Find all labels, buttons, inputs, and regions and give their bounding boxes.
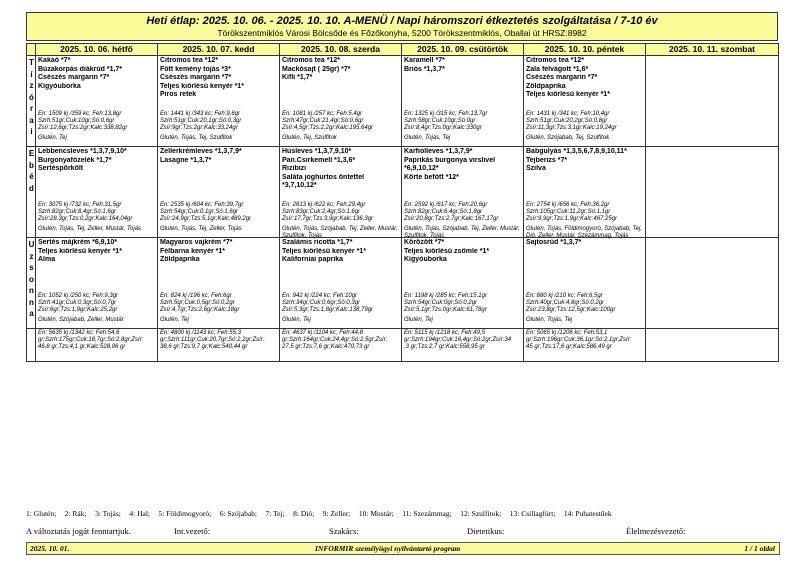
menu-cell <box>524 56 646 147</box>
nutrition-line: Zsír:6gr;Tzs:1,9gr;Kalc:25,2gr <box>38 307 118 314</box>
menu-header <box>26 12 778 41</box>
nutrition-line: Zsír:9gr;Tzs:2gr;Kalc:33,24gr <box>160 125 238 132</box>
nutrition-line: Zsír:17,7gr;Tzs:3,9gr;Kalc:136,3gr <box>282 216 374 223</box>
total-line: 27,5 gr;Tzs:7,6 gr;Kalc:470,73 gr <box>282 344 370 351</box>
meal-row <box>27 147 779 238</box>
dish-item: Teljes kiőrlésű kenyér *1* <box>526 91 610 98</box>
allergen-legend-item: 3: Tojás; <box>95 509 121 518</box>
dish-list <box>158 147 279 165</box>
allergen-legend-item: 2: Rák; <box>64 509 87 518</box>
saturday-cell <box>646 238 779 329</box>
dish-item: Karamell *7* <box>404 57 445 64</box>
nutrition-line: Szrh:54gr;Cuk:0gr;Só:0,2gr <box>404 300 478 307</box>
dish-item: Kaliforniai paprika <box>282 256 344 263</box>
dietitian-signature: Dietetikus: <box>467 526 505 536</box>
dish-item: Tejberizs *7* <box>526 156 568 164</box>
meal-label-letter: r <box>29 104 34 113</box>
day-header: 2025. 10. 08. szerda <box>280 44 402 56</box>
daily-total <box>524 329 645 352</box>
nutrition-line: Szrh:58gr;Cuk:10gr;Só:0gr <box>404 118 476 125</box>
saturday-cell <box>646 56 779 147</box>
dish-list <box>36 238 157 265</box>
dish-list <box>280 238 401 265</box>
total-line: En: 4800 kj /1143 kc; Feh:55,3 <box>160 330 241 336</box>
allergen-list: Glutén, Tojás, Tej <box>404 135 451 141</box>
nutrition-line: Szrh:54gr;Cuk:0,1gr;Só:1,6gr <box>160 209 239 216</box>
allergen-list: Glutén, Tej <box>282 317 311 323</box>
nutrition-line: Zsír:12,6gr;Tzs:2gr;Kalc:338,82gr <box>38 125 128 132</box>
dish-item: Citromos tea *12* <box>160 57 218 64</box>
nutrition-line: En: 2592 kj /617 kc; Feh:20,6gr <box>404 202 488 208</box>
menu-cell <box>402 238 524 329</box>
menu-cell <box>280 238 402 329</box>
meal-label-letter: n <box>29 297 34 307</box>
nutrition-line: Zsír:5,3gr;Tzs:1,8gr;Kalc:138,79gr <box>282 307 374 314</box>
nutrition-line: Szrh:34gr;Cuk:0,6gr;Só:0,3gr <box>282 300 361 307</box>
nutrition-line: En: 1052 kj /250 kc; Feh:9,3gr <box>38 293 119 299</box>
dish-item: Körte befőtt *12* <box>404 173 459 181</box>
leader-signature: Int.vezető: <box>174 526 211 536</box>
dish-item: Saláta joghurtos öntettel <box>282 173 365 181</box>
dish-item: Zöldpaprika <box>526 82 566 90</box>
allergen-legend-item: 5: Földimogyoró; <box>158 509 212 518</box>
allergen-list: Glutén, Tojás, Tej <box>526 317 573 323</box>
daily-total-cell <box>158 329 280 362</box>
menu-cell <box>36 147 158 238</box>
nutrition-line: Szrh:40gr;Cuk:4,8gr;Só:0,2gr <box>526 300 605 307</box>
nutrition-line: Szrh:82gr;Cuk:6,4gr;Só:1,8gr <box>404 209 483 216</box>
allergen-legend-item: 6: Szójabab; <box>219 509 258 518</box>
dish-item: Húsleves *1,3,7,9,10* <box>282 148 352 155</box>
total-line: 46,8 gr;Tzs:4,1 gr;Kalc:528,06 gr <box>38 344 126 351</box>
nutrition-info <box>282 111 400 133</box>
dish-item: Kígyóuborka <box>404 256 447 263</box>
dish-list <box>402 238 523 265</box>
allergen-legend-item: 8: Dió; <box>293 509 315 518</box>
total-line: En: 5115 kj /1218 kc; Feh:49,5 <box>404 330 485 336</box>
dish-item: Főtt kemény tojás *3* <box>160 65 231 73</box>
page-footer <box>26 542 780 555</box>
menu-subtitle: Törökszentmiklós Városi Bölcsőde és Főzőkonyha, 5200 Törökszentmiklós, Oballai út HRSZ:8982 <box>217 28 587 38</box>
meal-label-letter: o <box>29 274 34 284</box>
total-line: ,3 gr;Tzs:2,7 gr;Kalc:558,95 gr <box>404 344 485 351</box>
dish-item: Kígyóuborka <box>38 82 81 90</box>
dish-item: Lebbencsleves *1,3,7,9,10* <box>38 148 127 155</box>
nutrition-line: En: 1325 kj /315 kc; Feh:13,7gr <box>404 111 488 117</box>
dish-list <box>402 147 523 182</box>
allergen-list: Glutén, Tej <box>404 317 433 323</box>
nutrition-info <box>526 293 644 315</box>
nutrition-line: Szrh:105gr;Cuk:11,2gr;Só:1,1gr <box>526 209 611 216</box>
nutrition-line: Szrh:51gr;Cuk:20,2gr;Só:0,8gr <box>526 118 608 125</box>
nutrition-line: Zsír:4,7gr;Tzs:2,6gr;Kalc:18gr <box>160 307 240 314</box>
nutrition-line: Szrh:82gr;Cuk:8,4gr;Só:1,6gr <box>38 209 117 216</box>
dish-item: Teljes kiőrlésű kenyér *1* <box>282 247 366 255</box>
dish-item: Teljes kiőrlésű zsömle *1* <box>404 247 490 255</box>
daily-total-cell <box>36 329 158 362</box>
day-header-row <box>27 44 779 56</box>
dish-item: *3,7,10,12* <box>282 182 317 189</box>
total-line: gr;Szrh:194gr;Cuk:16,4gr;Só:2gr;Zsír:34 <box>404 337 512 344</box>
footer-program: INFORMIR személyügyi nyilvántartó program <box>315 544 461 553</box>
daily-total-cell <box>524 329 646 362</box>
daily-total <box>36 329 157 352</box>
allergen-legend-item: 13: Csillagfürt; <box>509 509 556 518</box>
allergen-legend-item: 4: Hal; <box>129 509 151 518</box>
nutrition-line: En: 1081 kj /257 kc; Feh:5,4gr <box>282 111 363 117</box>
dish-item: Körözött *7* <box>404 239 445 246</box>
dish-item: Teljes kiőrlésű kenyér *1* <box>38 247 122 255</box>
meal-label-letter: z <box>29 251 34 261</box>
nutrition-info <box>38 111 156 133</box>
saturday-total-cell <box>646 329 779 362</box>
total-line: gr;Szrh:164gr;Cuk:24,4gr;Só:2,5gr;Zsír: <box>282 337 388 344</box>
meal-label-letter: d <box>29 183 34 193</box>
nutrition-line: Zsír:5,1gr;Tzs:0gr;Kalc:61,78gr <box>404 307 487 314</box>
allergen-list: Glutén, Tojás, Szójabab, Tej, Zeller, Mustár, Szulfitok, Tojás <box>404 226 520 240</box>
dish-item: Búzakorpás diákrúd *1,7* <box>38 65 123 73</box>
allergen-legend-item: 7: Tej; <box>265 509 285 518</box>
dish-item: Sajtosrúd *1,3,7* <box>526 239 582 246</box>
nutrition-line: En: 2535 kj /604 kc; Feh:39,7gr <box>160 202 244 208</box>
nutrition-line: Zsír:23,8gr;Tzs:12,5gr;Kalc:100gr <box>526 307 616 314</box>
meal-label-letter: a <box>29 309 34 318</box>
dish-item: Zala felvágott *1,6* <box>526 65 589 73</box>
dish-list <box>524 56 645 100</box>
total-line: En: 5635 kj /1342 kc; Feh:54,6 <box>38 330 120 336</box>
allergen-list: Glutén, Tojás, Tej, Szulfitok <box>160 135 233 141</box>
meal-label-letter: ó <box>29 92 34 102</box>
dish-item: Burgonyafőzelék *1,7* <box>38 156 112 164</box>
dish-item: Csészés margarin *7* <box>526 74 598 81</box>
nutrition-line: En: 3075 kj /732 kc; Feh:31,5gr <box>38 202 122 208</box>
nutrition-info <box>160 293 278 315</box>
dish-item: Citromos tea *12* <box>526 57 584 64</box>
dish-list <box>36 56 157 91</box>
nutrition-line: Szrh:51gr;Cuk:20,1gr;Só:0,3gr <box>160 118 242 125</box>
dish-item: Zellerkrémleves *1,3,7,9* <box>160 148 242 155</box>
nutrition-line: Szrh:47gr;Cuk:21,4gr;Só:0,6gr <box>282 118 364 125</box>
meal-label-letter: b <box>29 160 34 170</box>
daily-total-cell <box>402 329 524 362</box>
dish-item: Pan.Csirkemell *1,3,6* <box>282 156 356 164</box>
menu-cell <box>280 56 402 147</box>
menu-cell <box>280 147 402 238</box>
dish-item: Rizibizi <box>282 165 307 172</box>
nutrition-line: Zsír:11,3gr;Tzs:3,1gr;Kalc:19,24gr <box>526 125 617 132</box>
dish-list <box>158 56 279 100</box>
total-label <box>27 329 36 362</box>
dish-item: *6,9,10,12* <box>404 165 439 172</box>
meal-label-letter: a <box>29 115 34 125</box>
menu-cell <box>524 147 646 238</box>
meal-row <box>27 238 779 329</box>
allergen-legend-item: 14: Puhatestűek <box>563 509 612 518</box>
daily-total-cell <box>280 329 402 362</box>
nutrition-line: Zsír:28,3gr;Tzs:0,2gr;Kalc:164,04gr <box>38 216 133 223</box>
allergen-list: Glutén, Tej, Szulfitok <box>282 135 337 141</box>
dish-item: Zöldpaprika <box>160 256 200 263</box>
meal-label-letter: i <box>30 127 33 136</box>
allergen-legend-item: 10: Mustár; <box>358 509 394 518</box>
footer-page: 1 / 1 oldal <box>744 544 775 553</box>
nutrition-info <box>526 111 644 133</box>
dish-list <box>280 147 401 191</box>
nutrition-line: En: 942 kj /224 kc; Feh:10gr <box>282 293 358 299</box>
menu-cell <box>158 56 280 147</box>
menu-cell <box>158 238 280 329</box>
total-line: 45 gr;Tzs:17,6 gr;Kalc:586,49 gr <box>526 344 612 351</box>
allergen-list: Glutén, Tej <box>38 135 67 141</box>
allergen-list: Glutén, Szójabab, Zeller, Mustár <box>38 317 124 323</box>
menu-table <box>26 43 779 362</box>
day-header: 2025. 10. 06. hétfő <box>36 44 158 56</box>
dish-list <box>280 56 401 83</box>
nutrition-line: Zsír:8,4gr;Tzs:0gr;Kalc:330gr <box>404 125 482 132</box>
nutrition-info <box>282 293 400 315</box>
total-line: En: 5065 kj /1206 kc; Feh:53,1 <box>526 330 608 336</box>
allergen-list: Glutén, Tej <box>160 317 189 323</box>
menu-cell <box>36 56 158 147</box>
nutrition-line: Szrh:5gr;Cuk:0,5gr;Só:0,2gr <box>160 300 235 307</box>
allergen-legend-item: 12: Szulfitok; <box>460 509 502 518</box>
dish-item: Csészés margarin *7* <box>160 74 232 81</box>
change-note: A változtatás jogát fenntartjuk. <box>26 526 131 536</box>
meal-label-letter: é <box>29 172 34 181</box>
dish-item: Szilva <box>526 165 546 172</box>
menu-title: Heti étlap: 2025. 10. 06. - 2025. 10. 10. A-MENÜ / Napi háromszori étkeztetés szolgáltatása / 7-10 év <box>146 15 658 27</box>
menu-page <box>26 12 778 362</box>
saturday-cell <box>646 147 779 238</box>
food-manager-signature: Élelmezésvezető: <box>626 526 686 536</box>
dish-item: Paprikás burgonya virslivel <box>404 156 496 164</box>
nutrition-line: En: 1509 kj /359 kc; Feh:13,8gr <box>38 111 122 117</box>
nutrition-line: En: 1441 kj /343 kc; Feh:9,6gr <box>160 111 241 117</box>
dish-item: Teljes kiőrlésű kenyér *1* <box>160 82 244 90</box>
meal-label-letter: s <box>29 263 34 272</box>
nutrition-info <box>404 293 522 315</box>
nutrition-line: En: 1431 kj /341 kc; Feh:10,4gr <box>526 111 610 117</box>
meal-label-letter: U <box>28 240 35 249</box>
meal-label-letter: n <box>29 286 34 295</box>
nutrition-line: En: 2613 kj /622 kc; Feh:29,4gr <box>282 202 366 208</box>
dish-item: Alma <box>38 256 56 263</box>
nutrition-line: Zsír:20,8gr;Tzs:2,7gr;Kalc:167,17gr <box>404 216 499 223</box>
meal-label-letter: í <box>30 69 33 79</box>
nutrition-line: En: 880 kj /210 kc; Feh:6,5gr <box>526 293 603 299</box>
nutrition-info <box>160 202 278 224</box>
nutrition-info <box>282 202 400 224</box>
dish-item: Csészés margarin *7* <box>38 74 110 81</box>
dish-item: Félbarna kenyér *1* <box>160 247 225 255</box>
allergen-list: Glutén, Tojás, Tej, Zeller, Tojás <box>160 226 242 232</box>
nutrition-info <box>160 111 278 133</box>
footer-date: 2025. 10. 01. <box>30 544 70 553</box>
daily-total-row <box>27 329 779 362</box>
daily-total <box>402 329 523 352</box>
allergen-legend-item: 9: Zeller; <box>322 509 351 518</box>
dish-item: Briós *1,3,7* <box>404 65 445 73</box>
allergen-list: Glutén, Tojás, Tej, Zeller, Mustár, Tojás <box>38 226 142 232</box>
meal-label-letter: z <box>29 81 34 90</box>
total-line: gr;Szrh:196gr;Cuk:36,1gr;Só:2,1gr;Zsír: <box>526 337 632 344</box>
meal-label <box>27 147 36 238</box>
dish-item: Kakaó *7* <box>38 57 71 64</box>
dish-item: Karfiolleves *1,3,7,9* <box>404 148 473 155</box>
meal-label <box>27 238 36 329</box>
nutrition-info <box>38 202 156 224</box>
nutrition-info <box>404 202 522 224</box>
allergen-legend-item: 11: Szezámmag; <box>402 509 452 518</box>
dish-list <box>524 147 645 174</box>
nutrition-line: En: 824 kj /196 kc; Feh:6gr <box>160 293 232 299</box>
menu-cell <box>524 238 646 329</box>
meal-label-letter: E <box>28 149 35 158</box>
meal-label-letter: T <box>29 58 34 67</box>
dish-item: Mackósajt ( 25gr) *7* <box>282 65 351 73</box>
cook-signature: Szakács: <box>329 526 359 536</box>
day-header: 2025. 10. 10. péntek <box>524 44 646 56</box>
nutrition-info <box>404 111 522 133</box>
nutrition-line: Szrh:51gr;Cuk:10gr;Só:0,6gr <box>38 118 115 125</box>
dish-item: Citromos tea *12* <box>282 57 340 64</box>
nutrition-line: Zsír:9,9gr;Tzs:1,9gr;Kalc:467,25gr <box>526 216 618 223</box>
total-line: 38,6 gr;Tzs:9,7 gr;Kalc:540,44 gr <box>160 344 248 351</box>
corner-cell <box>27 44 36 56</box>
allergen-legend <box>26 509 778 518</box>
allergen-list: Glutén, Tojás, Szójabab, Tej, Zeller, Mustár, Szulfitok, Tojás <box>282 226 398 240</box>
dish-list <box>402 56 523 74</box>
day-header: 2025. 10. 07. kedd <box>158 44 280 56</box>
total-line: gr;Szrh:175gr;Cuk:18,7gr;Só:2,8gr;Zsír: <box>38 337 144 344</box>
dish-list <box>158 238 279 265</box>
dish-list <box>524 238 645 248</box>
menu-cell <box>158 147 280 238</box>
menu-body <box>27 56 779 362</box>
allergen-list: Glutén, Tojás, Földimogyoró, Szójabab, Tej, Dió, Zeller, Mustár, Szezámmag, Tojás <box>526 226 642 240</box>
dish-item: Magyaros vajkrém *7* <box>160 239 233 246</box>
dish-list <box>36 147 157 174</box>
dish-item: Szalámis ricotta *1,7* <box>282 239 353 246</box>
nutrition-line: Szrh:83gr;Cuk:2,4gr;Só:1,6gr <box>282 209 361 216</box>
dish-item: Kifli *1,7* <box>282 74 313 81</box>
total-line: En: 4637 kj /1104 kc; Feh:44,8 <box>282 330 363 336</box>
nutrition-info <box>526 202 644 224</box>
total-line: gr;Szrh:111gr;Cuk:20,7gr;Só:2,2gr;Zsír: <box>160 337 265 344</box>
daily-total <box>158 329 279 352</box>
nutrition-line: Zsír:4,5gr;Tzs:2,2gr;Kalc:195,64gr <box>282 125 374 132</box>
dish-item: Sertés májkrém *6,9,10* <box>38 239 117 246</box>
nutrition-line: En: 2754 kj /656 kc; Feh:36,2gr <box>526 202 610 208</box>
nutrition-line: Szrh:41gr;Cuk:0,3gr;Só:0,7gr <box>38 300 117 307</box>
nutrition-info <box>38 293 156 315</box>
dish-item: Lasagne *1,3,7* <box>160 156 212 164</box>
nutrition-line: En: 1198 kj /285 kc; Feh:15,1gr <box>404 293 487 299</box>
allergen-legend-item: 1: Glutén; <box>26 509 57 518</box>
nutrition-line: Zsír:24,9gr;Tzs:5,1gr;Kalc:489,2gr <box>160 216 252 223</box>
meal-label <box>27 56 36 147</box>
menu-cell <box>402 56 524 147</box>
allergen-list: Glutén, Szójabab, Tej, Szulfitok <box>526 135 610 141</box>
daily-total <box>280 329 401 352</box>
dish-item: Sertéspörkölt <box>38 165 84 172</box>
meal-row <box>27 56 779 147</box>
day-header: 2025. 10. 11. szombat <box>646 44 779 56</box>
menu-cell <box>36 238 158 329</box>
dish-item: Babgulyás *1,3,5,6,7,8,9,10,11* <box>526 148 627 155</box>
menu-cell <box>402 147 524 238</box>
day-header: 2025. 10. 09. csütörtök <box>402 44 524 56</box>
dish-item: Piros retek <box>160 91 197 98</box>
